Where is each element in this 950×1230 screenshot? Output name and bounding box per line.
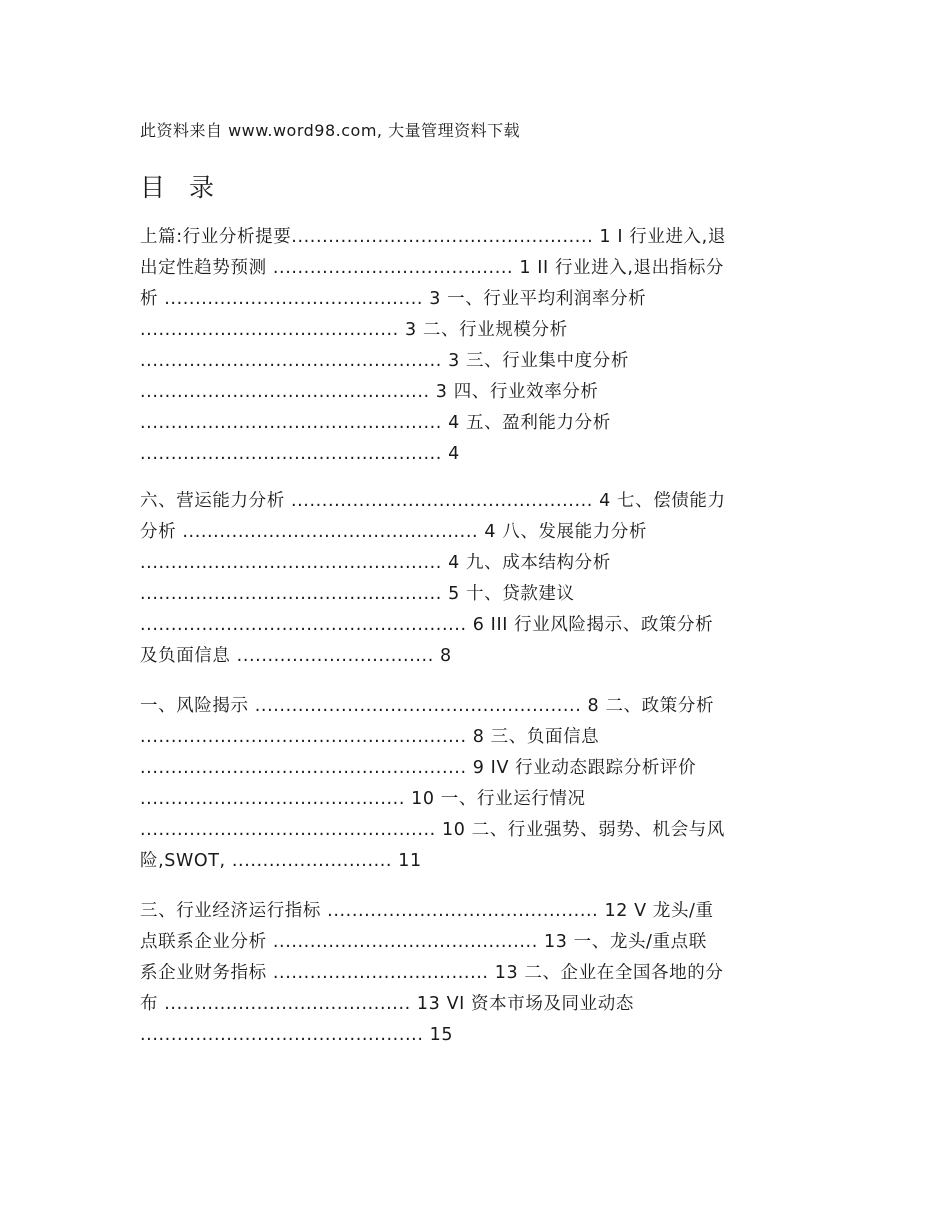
toc-line: 分析 ................................................ 4 八、发展能力分析 <box>140 522 648 542</box>
toc-line: 析 .......................................... 3 一、行业平均利润率分析 <box>140 289 647 309</box>
toc-line: 六、营运能力分析 ................................................. 4 七、偿债能力 <box>140 491 726 511</box>
toc-line: 点联系企业分析 ........................................... 13 一、龙头/重点联 <box>140 932 707 952</box>
toc-line: .............................................. 15 <box>140 1025 454 1045</box>
source-header-text: 此资料来自 www.word98.com, 大量管理资料下载 <box>140 121 521 140</box>
toc-line: ................................................. 4 <box>140 444 460 464</box>
toc-line: ................................................. 5 十、贷款建议 <box>140 584 575 604</box>
toc-line: .......................................... 3 二、行业规模分析 <box>140 320 568 340</box>
toc-line: ..................................................... 6 III 行业风险揭示、政策分析 <box>140 615 714 635</box>
toc-line: 出定性趋势预测 ....................................... 1 II 行业进入,退出指标分 <box>140 258 725 278</box>
toc-paragraph-2 <box>140 486 820 672</box>
toc-paragraph-1 <box>140 222 820 470</box>
toc-line: 上篇:行业分析提要................................................. 1 I 行业进入,退 <box>140 227 726 247</box>
toc-line: 险,SWOT, .......................... 11 <box>140 851 422 871</box>
toc-line: 一、风险揭示 ..................................................... 8 二、政策分析 <box>140 696 715 716</box>
toc-line: 及负面信息 ................................ 8 <box>140 646 452 666</box>
toc-line: ............................................... 3 四、行业效率分析 <box>140 382 599 402</box>
toc-paragraph-3 <box>140 691 820 877</box>
toc-line: ........................................... 10 一、行业运行情况 <box>140 789 586 809</box>
toc-line: ..................................................... 8 三、负面信息 <box>140 727 600 747</box>
toc-title: 目 录 <box>140 173 222 202</box>
toc-line: 布 ........................................ 13 VI 资本市场及同业动态 <box>140 994 634 1014</box>
toc-line: ................................................. 4 五、盈利能力分析 <box>140 413 611 433</box>
toc-paragraph-4 <box>140 896 820 1051</box>
toc-line: 三、行业经济运行指标 ............................................ 12 V 龙头/重 <box>140 901 714 921</box>
toc-line: ................................................. 4 九、成本结构分析 <box>140 553 611 573</box>
toc-line: ................................................. 3 三、行业集中度分析 <box>140 351 629 371</box>
toc-line: 系企业财务指标 ................................... 13 二、企业在全国各地的分 <box>140 963 724 983</box>
toc-line: ................................................ 10 二、行业强势、弱势、机会与风 <box>140 820 726 840</box>
toc-line: ..................................................... 9 IV 行业动态跟踪分析评价 <box>140 758 697 778</box>
